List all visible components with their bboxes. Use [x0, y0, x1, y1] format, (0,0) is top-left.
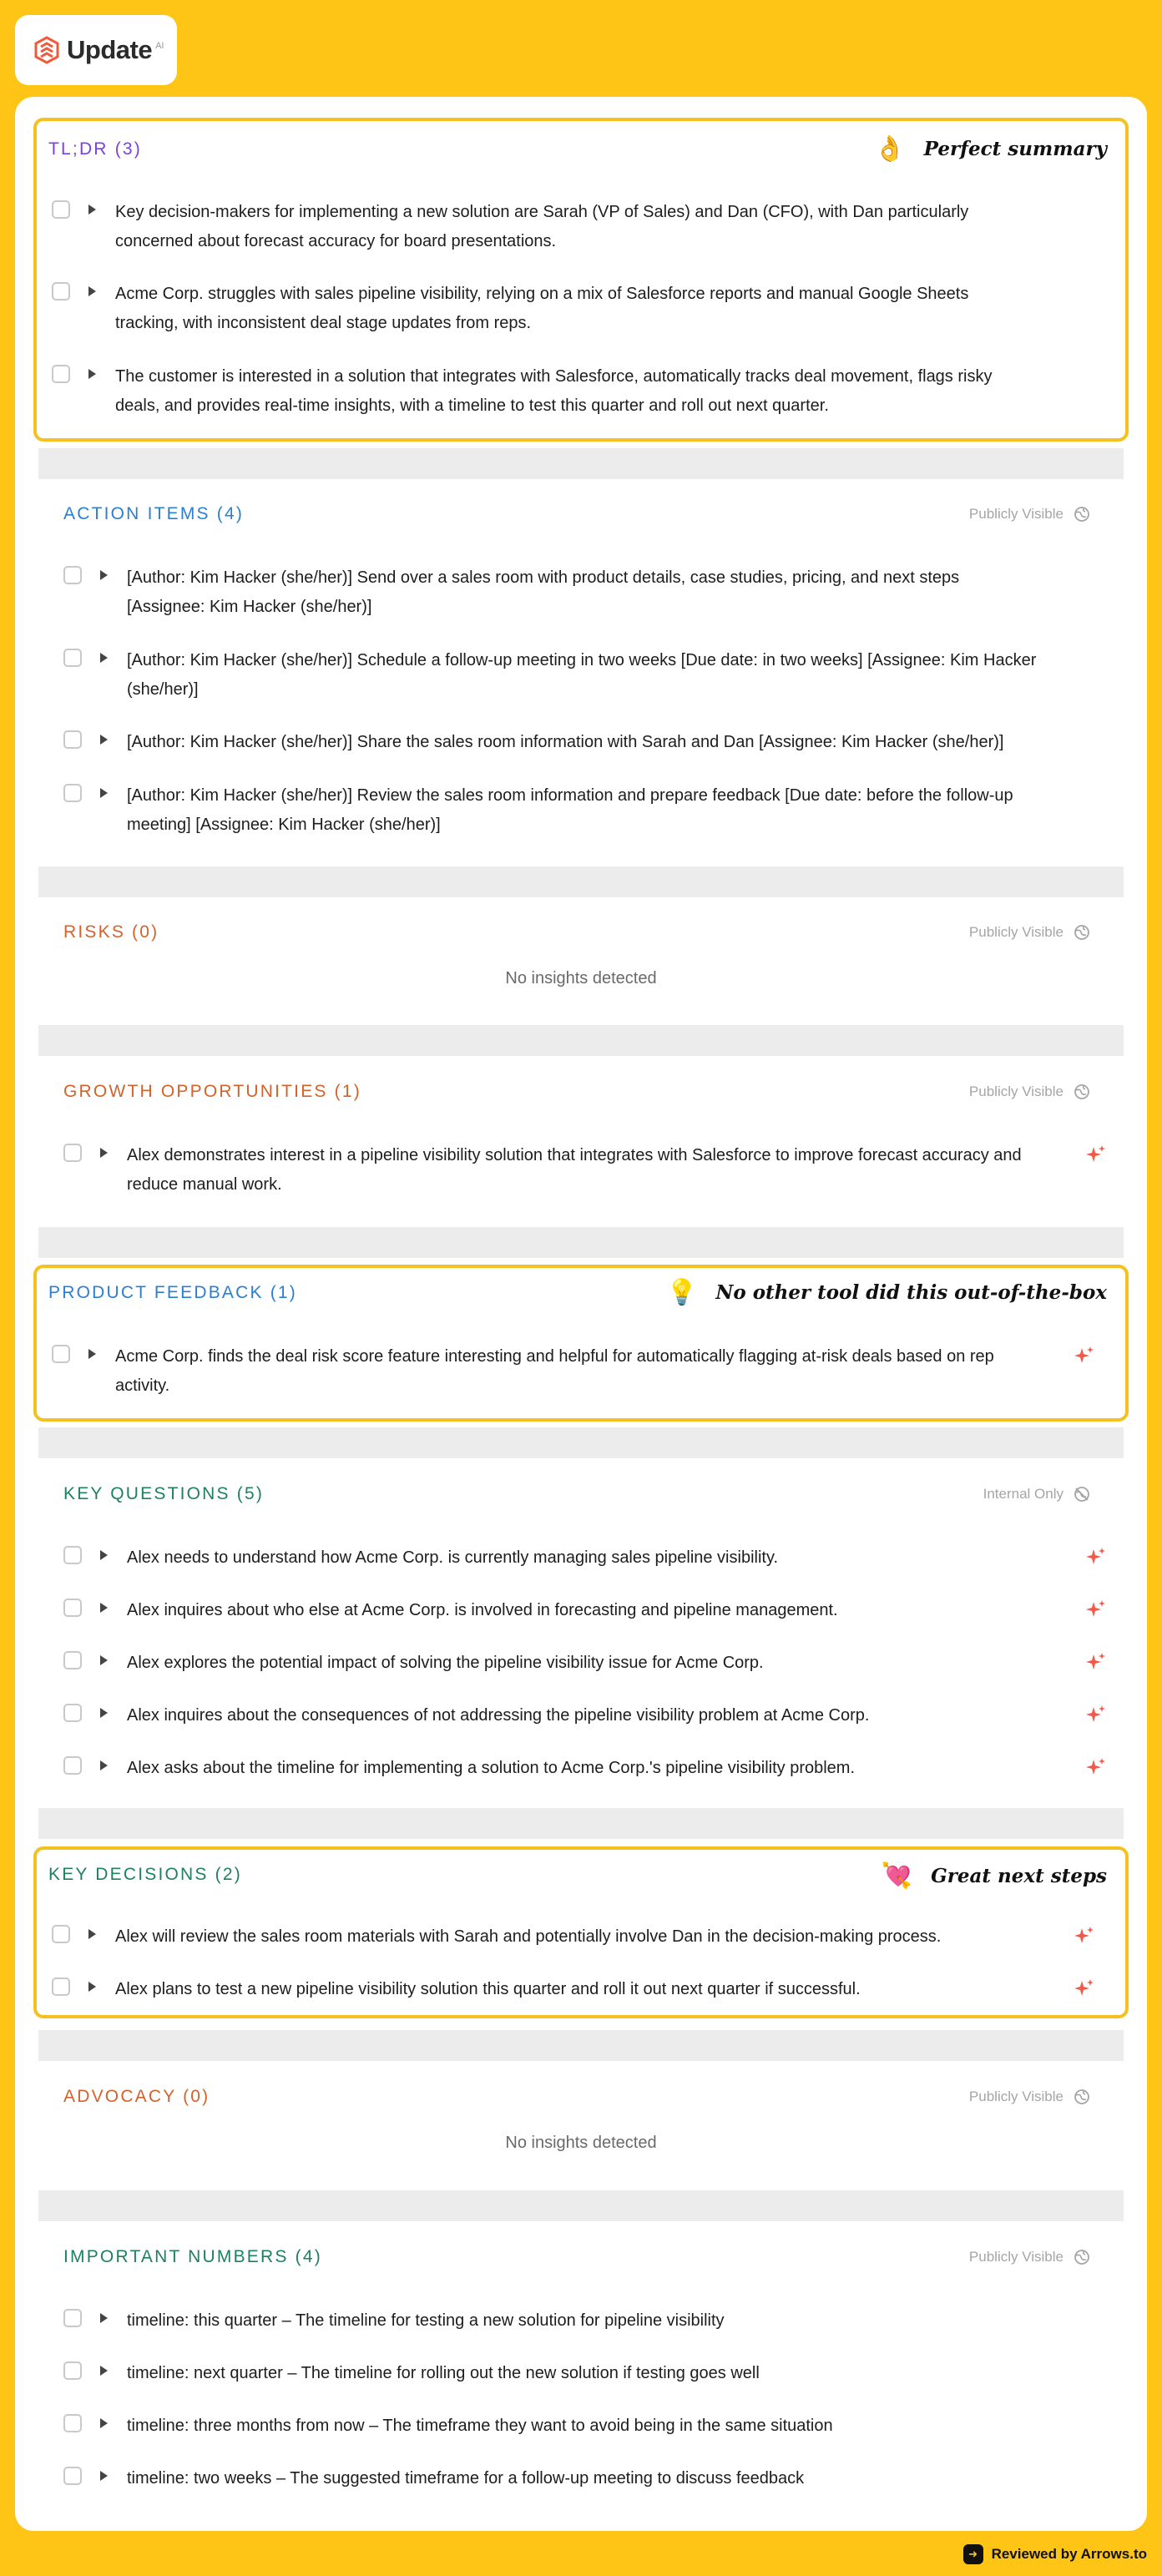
globe-icon: [1074, 1083, 1090, 1100]
visibility-badge[interactable]: [969, 2249, 1090, 2265]
item-text: Alex explores the potential impact of solving the pipeline visibility issue for Acme Corp.: [127, 1654, 764, 1672]
section-divider: [38, 866, 1124, 897]
item-text: Acme Corp. struggles with sales pipeline visibility, relying on a mix of Salesforce reports and manual Google Sheets tracking, with inconsistent deal stage updates from reps.: [115, 285, 969, 332]
section-title: PRODUCT FEEDBACK (1): [48, 1283, 297, 1302]
item-text: [Author: Kim Hacker (she/her)] Review the sales room information and prepare feedback [Due date: before the follow-up meeting] [Assignee: Kim Hacker (she/her)]: [127, 786, 1013, 834]
visibility-label: Internal Only: [983, 1486, 1063, 1502]
expand-caret-icon[interactable]: [100, 788, 108, 798]
item-checkbox[interactable]: [63, 2467, 82, 2485]
section-title: TL;DR (3): [48, 139, 142, 159]
annotation-text: No other tool did this out-of-the-box: [715, 1281, 1107, 1304]
item-text: [Author: Kim Hacker (she/her)] Share the sales room information with Sarah and Dan [Assignee: Kim Hacker (she/her)]: [127, 733, 1004, 751]
list-item: [63, 784, 1112, 834]
sparkle-icon[interactable]: [1085, 1599, 1107, 1620]
expand-caret-icon[interactable]: [100, 570, 108, 580]
item-checkbox[interactable]: [52, 200, 70, 219]
section-title: KEY DECISIONS (2): [48, 1865, 242, 1884]
expand-caret-icon[interactable]: [100, 2418, 108, 2428]
annotation-text: Great next steps: [931, 1865, 1107, 1887]
list-item: [52, 200, 1100, 250]
section-title: RISKS (0): [63, 922, 159, 942]
section-divider: [38, 1427, 1124, 1458]
empty-state-text: No insights detected: [505, 2134, 657, 2152]
list-item: [63, 730, 1112, 780]
brand-ai-tag: AI: [155, 41, 164, 51]
item-text: Alex will review the sales room materials with Sarah and potentially involve Dan in the decision-making process.: [115, 1927, 942, 1946]
item-checkbox[interactable]: [63, 1599, 82, 1617]
list-item: [63, 1651, 1112, 1701]
list-item: [63, 1756, 1112, 1806]
item-text: timeline: two weeks – The suggested timeframe for a follow-up meeting to discuss feedback: [127, 2469, 805, 2488]
sparkle-icon[interactable]: [1074, 1925, 1095, 1947]
item-checkbox[interactable]: [63, 1756, 82, 1775]
globe-icon: [1074, 2089, 1090, 2105]
item-text: timeline: this quarter – The timeline for testing a new solution for pipeline visibility: [127, 2311, 725, 2330]
item-checkbox[interactable]: [63, 1546, 82, 1564]
item-checkbox[interactable]: [63, 1144, 82, 1162]
globe-icon: [1074, 924, 1090, 941]
expand-caret-icon[interactable]: [100, 653, 108, 663]
sparkle-icon[interactable]: [1085, 1546, 1107, 1568]
item-text: timeline: next quarter – The timeline for rolling out the new solution if testing goes well: [127, 2364, 760, 2382]
list-item: [63, 1599, 1112, 1649]
expand-caret-icon[interactable]: [88, 1982, 96, 1992]
list-item: [52, 365, 1100, 415]
section-divider: [38, 1227, 1124, 1258]
list-item: [52, 1345, 1100, 1395]
annotation-great-next-steps: [882, 1861, 1107, 1891]
arrows-logo-icon: ➜: [963, 2544, 983, 2564]
heart-arrow-icon: 💘: [881, 1861, 913, 1891]
item-checkbox[interactable]: [63, 1704, 82, 1722]
section-advocacy: [33, 2068, 1129, 2194]
item-text: Alex asks about the timeline for implementing a solution to Acme Corp.'s pipeline visibility problem.: [127, 1759, 856, 1777]
brand-name: Update: [67, 35, 153, 64]
expand-caret-icon[interactable]: [100, 1760, 108, 1770]
list-item: [63, 566, 1112, 616]
expand-caret-icon[interactable]: [100, 2471, 108, 2481]
visibility-badge[interactable]: [969, 1083, 1090, 1100]
section-title: ADVOCACY (0): [63, 2087, 210, 2106]
item-text: Alex needs to understand how Acme Corp. is currently managing sales pipeline visibility.: [127, 1548, 779, 1567]
sparkle-icon[interactable]: [1085, 1756, 1107, 1778]
expand-caret-icon[interactable]: [100, 735, 108, 745]
list-item: [63, 2414, 1112, 2464]
item-text: timeline: three months from now – The timeframe they want to avoid being in the same situation: [127, 2417, 833, 2435]
item-checkbox[interactable]: [52, 1977, 70, 1996]
annotation-no-other-tool: [666, 1278, 1107, 1307]
expand-caret-icon[interactable]: [100, 2366, 108, 2376]
section-divider: [38, 1025, 1124, 1056]
section-title: KEY QUESTIONS (5): [63, 1484, 265, 1503]
item-text: [Author: Kim Hacker (she/her)] Send over a sales room with product details, case studies, pricing, and next steps [Assignee: Kim Hacker (she/her)]: [127, 568, 960, 616]
section-key-decisions: [33, 1846, 1129, 2018]
list-item: [63, 649, 1112, 699]
visibility-badge[interactable]: [969, 924, 1090, 941]
item-text: Key decision-makers for implementing a new solution are Sarah (VP of Sales) and Dan (CFO), with Dan particularly concerned about forecast accuracy for board presentations.: [115, 203, 969, 250]
visibility-label: Publicly Visible: [968, 2089, 1063, 2104]
expand-caret-icon[interactable]: [88, 205, 96, 215]
section-risks: [33, 904, 1129, 1029]
annotation-perfect-summary: [874, 134, 1107, 164]
item-text: Alex inquires about the consequences of not addressing the pipeline visibility problem at Acme Corp.: [127, 1706, 870, 1725]
lightbulb-icon: 💡: [665, 1278, 698, 1307]
list-item: [63, 2361, 1112, 2412]
expand-caret-icon[interactable]: [88, 286, 96, 296]
item-checkbox[interactable]: [52, 1345, 70, 1363]
item-text: Alex plans to test a new pipeline visibility solution this quarter and roll it out next quarter if successful.: [115, 1980, 861, 1998]
expand-caret-icon[interactable]: [88, 1349, 96, 1359]
section-divider: [38, 2030, 1124, 2061]
item-text: Alex demonstrates interest in a pipeline visibility solution that integrates with Salesforce to improve forecast accuracy and reduce manual work.: [127, 1146, 1022, 1194]
item-checkbox[interactable]: [63, 784, 82, 802]
section-divider: [38, 1808, 1124, 1839]
section-title: IMPORTANT NUMBERS (4): [63, 2247, 322, 2266]
section-important-numbers: [33, 2229, 1129, 2513]
sparkle-icon[interactable]: [1085, 1144, 1107, 1165]
ok-hand-icon: 👌: [874, 134, 906, 164]
visibility-label: Publicly Visible: [968, 506, 1063, 522]
visibility-badge[interactable]: [969, 2089, 1090, 2105]
item-text: Acme Corp. finds the deal risk score feature interesting and helpful for automatically flagging at-risk deals based on rep activity.: [115, 1347, 994, 1395]
section-tldr: [33, 118, 1129, 442]
reviewed-by-footer[interactable]: [963, 2544, 1147, 2564]
section-title: ACTION ITEMS (4): [63, 504, 245, 523]
visibility-label: Publicly Visible: [968, 1083, 1063, 1099]
list-item: [63, 1704, 1112, 1754]
sparkle-icon[interactable]: [1085, 1704, 1107, 1725]
footer-text: Reviewed by Arrows.to: [991, 2546, 1147, 2562]
expand-caret-icon[interactable]: [100, 1708, 108, 1718]
list-item: [63, 1144, 1112, 1194]
item-checkbox[interactable]: [63, 2361, 82, 2380]
section-divider: [38, 448, 1124, 479]
expand-caret-icon[interactable]: [100, 1655, 108, 1665]
expand-caret-icon[interactable]: [88, 1929, 96, 1939]
item-checkbox[interactable]: [63, 1651, 82, 1669]
item-text: The customer is interested in a solution that integrates with Salesforce, automatically tracks deal movement, flags risky deals, and provides real-time insights, with a timeline to test this quarter and roll out next quarter.: [115, 367, 993, 415]
item-checkbox[interactable]: [52, 1925, 70, 1943]
item-checkbox[interactable]: [63, 2309, 82, 2327]
globe-icon: [1074, 506, 1090, 523]
expand-caret-icon[interactable]: [88, 369, 96, 379]
expand-caret-icon[interactable]: [100, 1550, 108, 1560]
visibility-label: Publicly Visible: [968, 924, 1063, 940]
list-item: [63, 2309, 1112, 2359]
expand-caret-icon[interactable]: [100, 1603, 108, 1613]
item-checkbox[interactable]: [63, 2414, 82, 2432]
item-checkbox[interactable]: [63, 649, 82, 667]
item-text: Alex inquires about who else at Acme Corp. is involved in forecasting and pipeline management.: [127, 1601, 838, 1619]
item-checkbox[interactable]: [63, 566, 82, 584]
section-key-questions: [33, 1466, 1129, 1791]
expand-caret-icon[interactable]: [100, 1148, 108, 1158]
globe-icon: [1074, 2249, 1090, 2265]
list-item: [52, 1977, 1100, 2028]
item-text: [Author: Kim Hacker (she/her)] Schedule a follow-up meeting in two weeks [Due date: in two weeks] [Assignee: Kim Hacker (she/her)]: [127, 651, 1037, 699]
list-item: [63, 1546, 1112, 1596]
update-logo-icon: [33, 36, 60, 64]
item-checkbox[interactable]: [52, 282, 70, 301]
item-checkbox[interactable]: [52, 365, 70, 383]
visibility-label: Publicly Visible: [968, 2249, 1063, 2265]
section-growth-opportunities: [33, 1063, 1129, 1222]
expand-caret-icon[interactable]: [100, 2313, 108, 2323]
empty-state-text: No insights detected: [505, 969, 657, 987]
section-product-feedback: [33, 1265, 1129, 1422]
visibility-badge[interactable]: [969, 506, 1090, 523]
sparkle-icon[interactable]: [1074, 1977, 1095, 1999]
brand-logo[interactable]: [15, 15, 177, 85]
annotation-text: Perfect summary: [923, 138, 1107, 160]
section-title: GROWTH OPPORTUNITIES (1): [63, 1082, 361, 1101]
insights-card: [15, 97, 1147, 2531]
visibility-badge[interactable]: [983, 1486, 1090, 1503]
sparkle-icon[interactable]: [1074, 1345, 1095, 1366]
globe-crossed-icon: [1074, 1486, 1090, 1503]
item-checkbox[interactable]: [63, 730, 82, 749]
sparkle-icon[interactable]: [1085, 1651, 1107, 1673]
list-item: [63, 2467, 1112, 2517]
list-item: [52, 282, 1100, 332]
list-item: [52, 1925, 1100, 1975]
section-divider: [38, 2190, 1124, 2221]
